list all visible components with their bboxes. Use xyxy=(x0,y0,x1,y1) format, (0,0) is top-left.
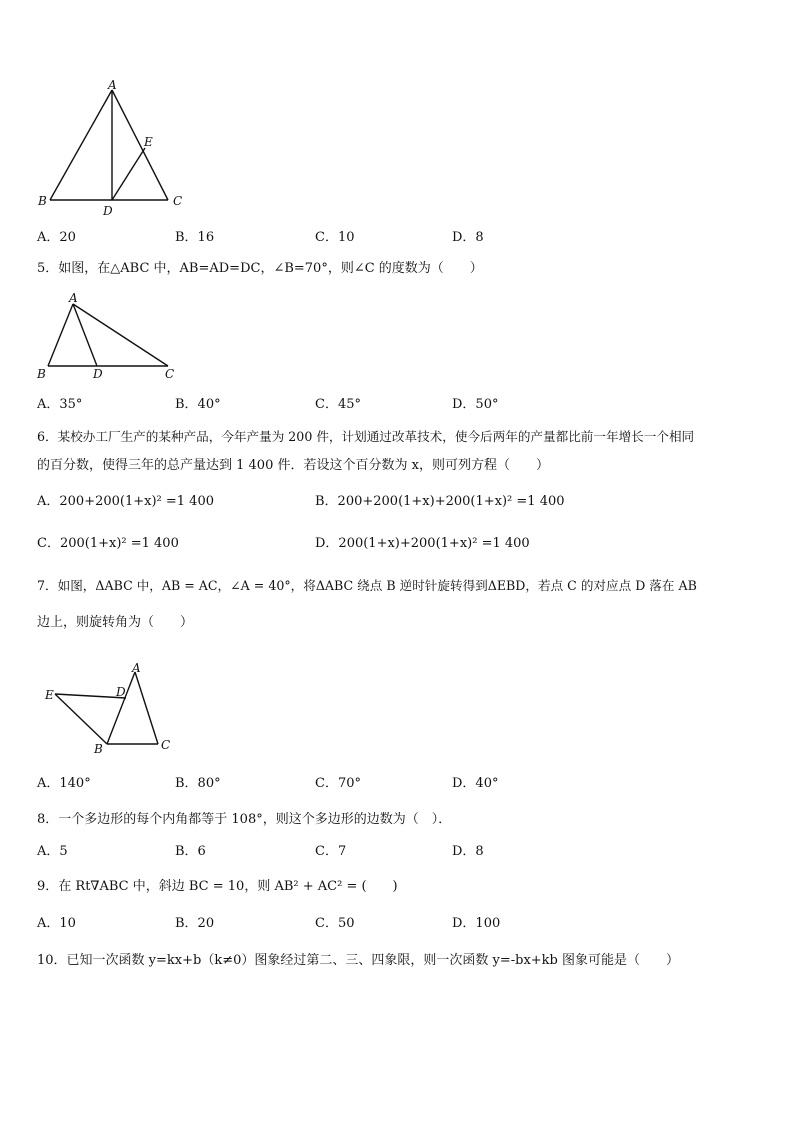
q7-figure xyxy=(40,662,185,757)
q8-option-b[interactable]: B．6 xyxy=(175,844,206,859)
q4-option-d[interactable]: D．8 xyxy=(452,230,484,245)
q4-option-c[interactable]: C．10 xyxy=(315,230,355,245)
q8-option-c[interactable]: C．7 xyxy=(315,844,347,859)
q6-text-line1: 6．某校办工厂生产的某种产品，今年产量为 200 件，计划通过改革技术，使今后两年的产量都比前一年增长一个相同 xyxy=(37,429,695,444)
q5-option-a[interactable]: A．35° xyxy=(37,397,83,412)
q6-option-d[interactable]: D．200(1+x)+200(1+x)² =1 400 xyxy=(315,536,530,551)
q7-label-b: B xyxy=(94,742,103,756)
q4-option-a[interactable]: A．20 xyxy=(37,230,76,245)
q10-text: 10．已知一次函数 y=kx+b（k≠0）图象经过第二、三、四象限，则一次函数 y=-bx+kb 图象可能是（ ） xyxy=(37,953,680,968)
q5-text: 5．如图，在△ABC 中，AB=AD=DC，∠B=70°，则∠C 的度数为（ ） xyxy=(37,261,483,276)
q7-option-d[interactable]: D．40° xyxy=(452,776,499,791)
q4-label-b: B xyxy=(38,194,47,208)
q9-option-a[interactable]: A．10 xyxy=(37,916,76,931)
q5-label-c: C xyxy=(165,367,175,381)
q9-option-d[interactable]: D．100 xyxy=(452,916,501,931)
q6-option-a[interactable]: A．200+200(1+x)² =1 400 xyxy=(37,494,214,509)
q5-option-b[interactable]: B．40° xyxy=(175,397,221,412)
q6-option-b[interactable]: B．200+200(1+x)+200(1+x)² =1 400 xyxy=(315,494,565,509)
q7-option-a[interactable]: A．140° xyxy=(37,776,91,791)
q5-option-c[interactable]: C．45° xyxy=(315,397,361,412)
q5-option-d[interactable]: D．50° xyxy=(452,397,499,412)
q4-label-c: C xyxy=(173,194,183,208)
q7-text-line1: 7．如图，ΔABC 中，AB = AC，∠A = 40°，将ΔABC 绕点 B 逆时针旋转得到ΔEBD，若点 C 的对应点 D 落在 AB xyxy=(37,578,697,593)
q7-label-c: C xyxy=(161,738,171,752)
q7-option-c[interactable]: C．70° xyxy=(315,776,361,791)
q7-label-d: D xyxy=(116,685,126,699)
q7-label-e: E xyxy=(45,688,54,702)
q4-option-b[interactable]: B．16 xyxy=(175,230,215,245)
q9-option-b[interactable]: B．20 xyxy=(175,916,215,931)
q4-label-d: D xyxy=(103,204,113,218)
q6-text-line2: 的百分数，使得三年的总产量达到 1 400 件．若设这个百分数为 x，则可列方程（ ） xyxy=(37,458,549,473)
q7-text-line2: 边上，则旋转角为（ ） xyxy=(37,615,194,630)
q4-figure xyxy=(30,78,200,218)
q5-figure xyxy=(30,290,190,385)
q7-label-a: A xyxy=(132,662,141,675)
q8-text: 8．一个多边形的每个内角都等于 108°，则这个多边形的边数为（ ）． xyxy=(37,812,452,827)
q9-option-c[interactable]: C．50 xyxy=(315,916,355,931)
q7-option-b[interactable]: B．80° xyxy=(175,776,221,791)
q4-label-e: E xyxy=(144,135,153,149)
q4-label-a: A xyxy=(108,78,117,92)
q5-label-b: B xyxy=(37,367,46,381)
q8-option-a[interactable]: A．5 xyxy=(37,844,68,859)
q5-label-d: D xyxy=(93,367,103,381)
q6-option-c[interactable]: C．200(1+x)² =1 400 xyxy=(37,536,179,551)
q5-label-a: A xyxy=(69,291,78,305)
q9-text: 9．在 Rt∇ABC 中，斜边 BC = 10，则 AB² + AC² = ( ) xyxy=(37,879,398,894)
q8-option-d[interactable]: D．8 xyxy=(452,844,484,859)
